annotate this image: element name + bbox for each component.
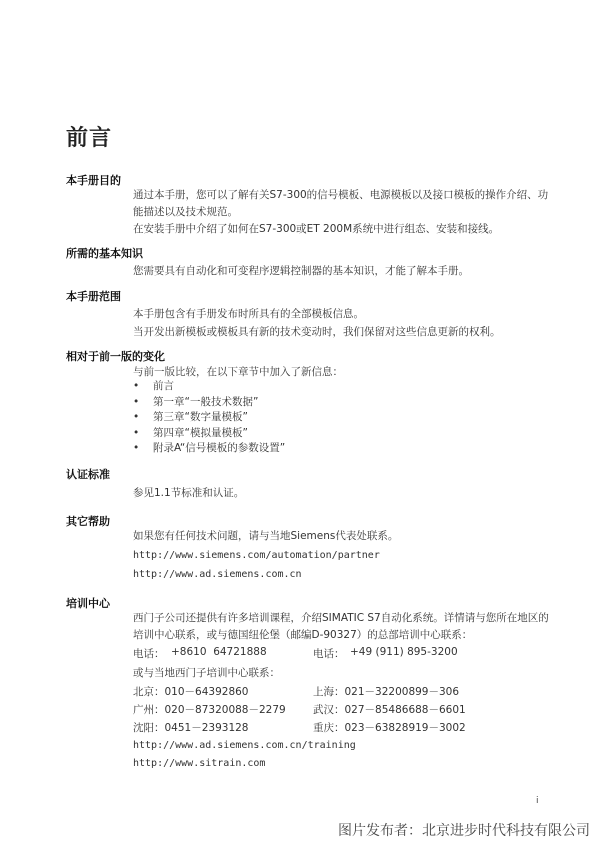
changes-list [133,379,285,457]
sitrain-link[interactable]: http://www.sitrain.com [133,758,266,769]
phone-label: 电话： [133,648,165,660]
section-heading-purpose: 本手册目的 [66,174,121,187]
cert-paragraph: 参见1.1节标准和认证。 [133,487,245,499]
scope-paragraph-2: 当开发出新模板或模板具有新的技术变动时，我们保留对这些信息更新的权利。 [133,326,501,338]
list-item: • 附录A“信号模板的参数设置” [133,441,285,457]
list-item: • 第三章“数字量模板” [133,410,285,426]
section-heading-knowledge: 所需的基本知识 [66,247,143,260]
section-heading-cert: 认证标准 [66,468,110,481]
purpose-paragraph-2: 在安装手册中介绍了如何在S7-300或ET 200M系统中进行组态、安装和接线。 [133,223,500,235]
list-item: • 前言 [133,379,285,395]
contact-left: 广州：020－87320088－2279 [133,704,286,716]
section-heading-help: 其它帮助 [66,515,110,528]
partner-link[interactable]: http://www.siemens.com/automation/partner [133,550,380,561]
page-title: 前言 [66,126,113,151]
phone-germany: +49 (911) 895-3200 [350,646,458,658]
training-paragraph: 西门子公司还提供有许多培训课程，介绍SIMATIC S7自动化系统。详情请与您所在地区的培训中心联系，或与德国纽伦堡（邮编D-90327）的总部培训中心联系： [133,612,549,641]
page-number: i [536,796,539,806]
list-item: • 第一章“一般技术数据” [133,395,285,411]
purpose-paragraph-1: 通过本手册，您可以了解有关S7-300的信号模板、电源模板以及接口模板的操作介绍、功能描述以及技术规范。 [133,189,549,218]
section-heading-changes: 相对于前一版的变化 [66,350,165,363]
contact-right: 上海：021－32200899－306 [313,686,460,698]
local-training-intro: 或与当地西门子培训中心联系： [133,667,280,679]
contact-right: 重庆：023－63828919－3002 [313,722,466,734]
publisher-credit: 图片发布者：北京进步时代科技有限公司 [338,823,590,839]
contact-left: 沈阳：0451－2393128 [133,722,249,734]
contact-right: 武汉：027－85486688－6601 [313,704,466,716]
list-item: • 第四章“模拟量模板” [133,426,285,442]
help-paragraph: 如果您有任何技术问题，请与当地Siemens代表处联系。 [133,530,399,542]
changes-intro: 与前一版比较，在以下章节中加入了新信息： [133,366,343,378]
section-heading-training: 培训中心 [66,597,110,610]
contact-left: 北京：010－64392860 [133,686,249,698]
training-link[interactable]: http://www.ad.siemens.com.cn/training [133,740,356,751]
scope-paragraph-1: 本手册包含有手册发布时所具有的全部模板信息。 [133,308,364,320]
siemens-cn-link[interactable]: http://www.ad.siemens.com.cn [133,569,302,580]
phone-label-germany: 电话： [313,648,345,660]
section-heading-scope: 本手册范围 [66,290,121,303]
knowledge-paragraph: 您需要具有自动化和可变程序逻辑控制器的基本知识，才能了解本手册。 [133,265,469,277]
phone-beijing-hq: +8610 64721888 [171,646,267,658]
